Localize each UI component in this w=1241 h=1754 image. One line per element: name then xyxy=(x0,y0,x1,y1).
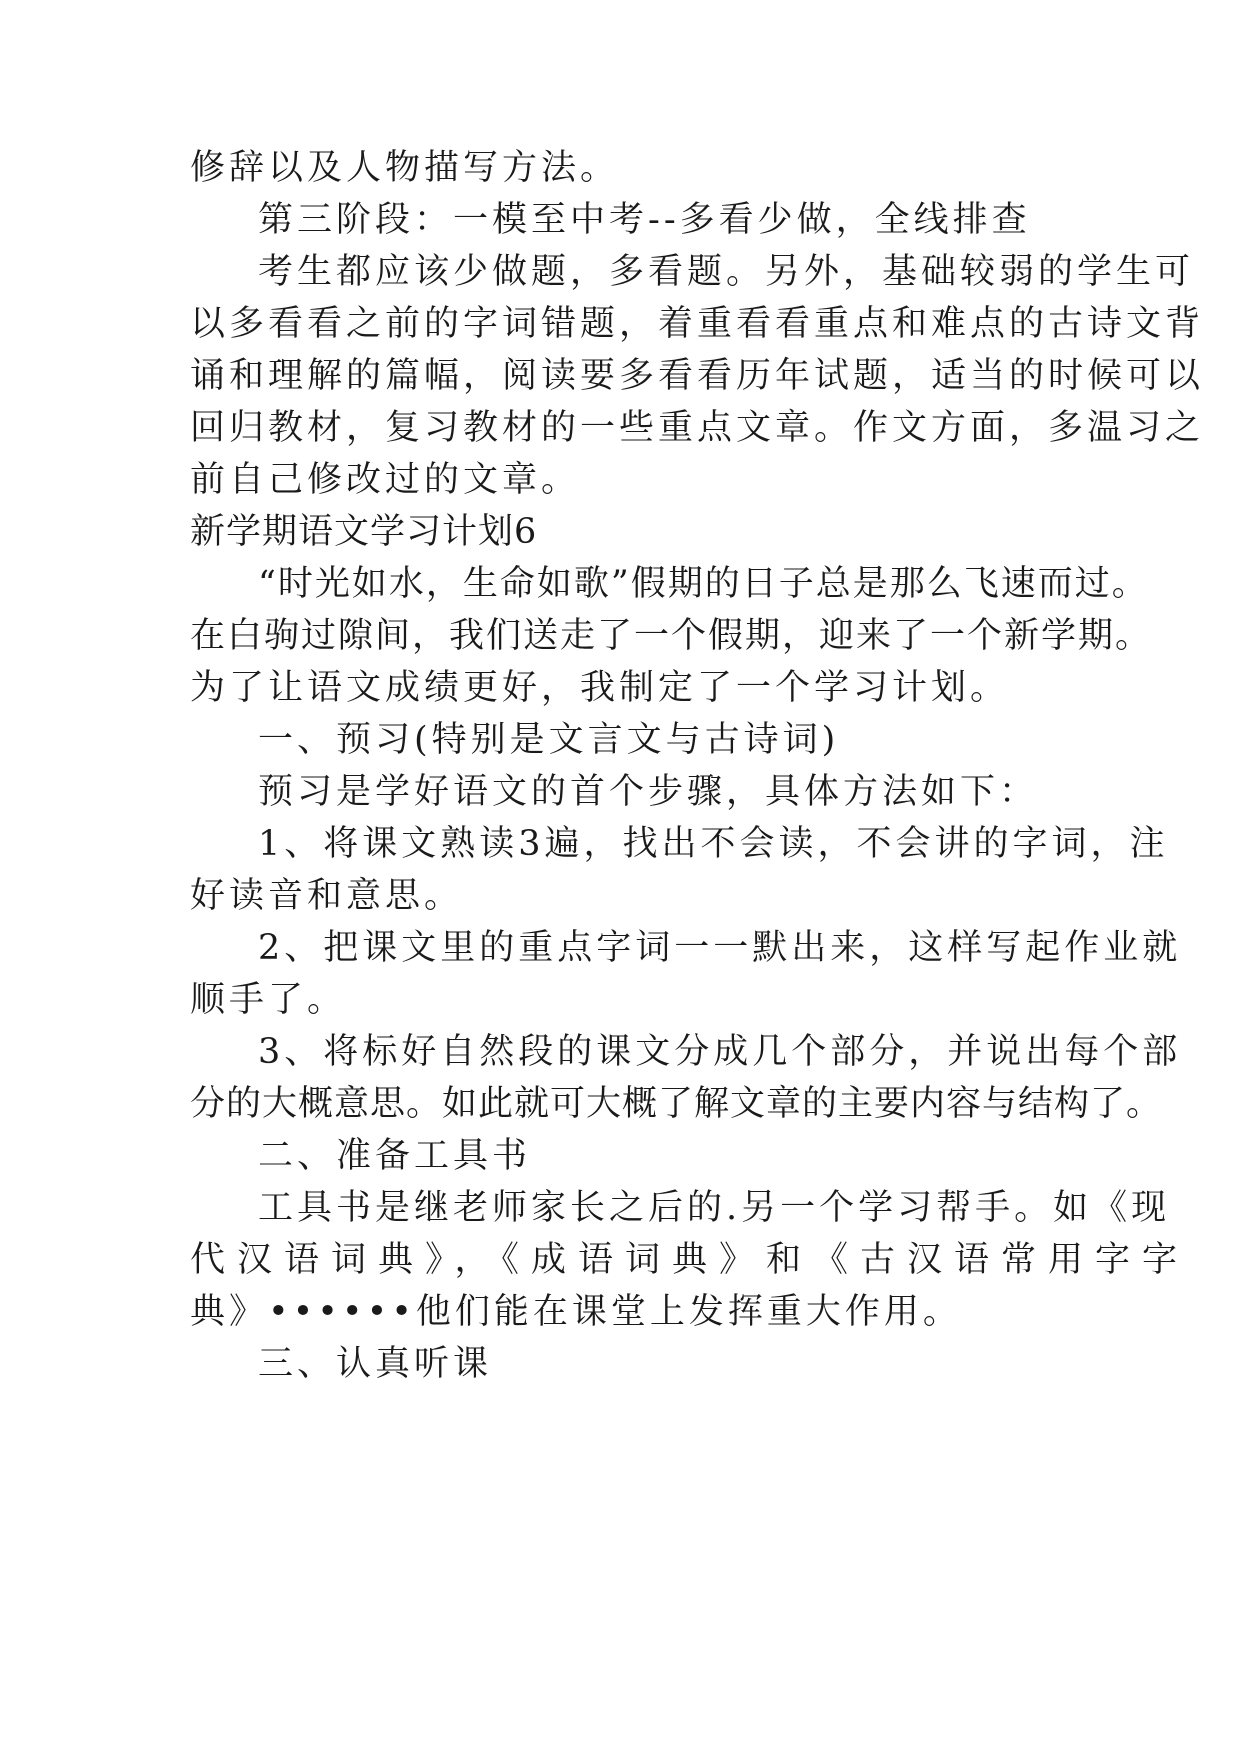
paragraph-line: 考生都应该少做题，多看题。另外，基础较弱的学生可 xyxy=(258,252,1195,292)
list-item: 2、把课文里的重点字词一一默出来，这样写起作业就 xyxy=(258,928,1182,968)
section-heading: 二、准备工具书 xyxy=(258,1136,532,1176)
article-title: 新学期语文学习计划6 xyxy=(190,512,538,552)
list-item-continuation: 好读音和意思。 xyxy=(190,876,464,916)
section-heading: 第三阶段：一模至中考--多看少做，全线排查 xyxy=(258,200,1031,240)
paragraph-line: 工具书是继老师家长之后的.另一个学习帮手。如《现 xyxy=(258,1188,1171,1228)
paragraph-line: 诵和理解的篇幅，阅读要多看看历年试题，适当的时候可以 xyxy=(190,356,1205,396)
list-item-continuation: 分的大概意思。如此就可大概了解文章的主要内容与结构了。 xyxy=(190,1084,1163,1124)
list-item-continuation: 顺手了。 xyxy=(190,980,347,1020)
list-item: 3、将标好自然段的课文分成几个部分，并说出每个部 xyxy=(258,1032,1182,1072)
paragraph-line: 在白驹过隙间，我们送走了一个假期，迎来了一个新学期。 xyxy=(190,616,1153,656)
paragraph-line: “时光如水，生命如歌”假期的日子总是那么飞速而过。 xyxy=(258,564,1149,604)
paragraph-line: 回归教材，复习教材的一些重点文章。作文方面，多温习之 xyxy=(190,408,1205,448)
paragraph-line: 代汉语词典》，《成语词典》和《古汉语常用字字 xyxy=(190,1240,1190,1280)
section-heading: 三、认真听课 xyxy=(258,1344,493,1384)
paragraph-line: 典》••••••他们能在课堂上发挥重大作用。 xyxy=(190,1292,962,1332)
paragraph-line: 前自己修改过的文章。 xyxy=(190,460,581,500)
list-item: 1、将课文熟读3遍，找出不会读，不会讲的字词，注 xyxy=(258,824,1169,864)
section-heading: 一、预习(特别是文言文与古诗词) xyxy=(258,720,840,760)
paragraph-line: 预习是学好语文的首个步骤，具体方法如下： xyxy=(258,772,1039,812)
paragraph-line: 以多看看之前的字词错题，着重看看重点和难点的古诗文背 xyxy=(190,304,1205,344)
paragraph-line: 为了让语文成绩更好，我制定了一个学习计划。 xyxy=(190,668,1010,708)
paragraph-line: 修辞以及人物描写方法。 xyxy=(190,148,620,188)
